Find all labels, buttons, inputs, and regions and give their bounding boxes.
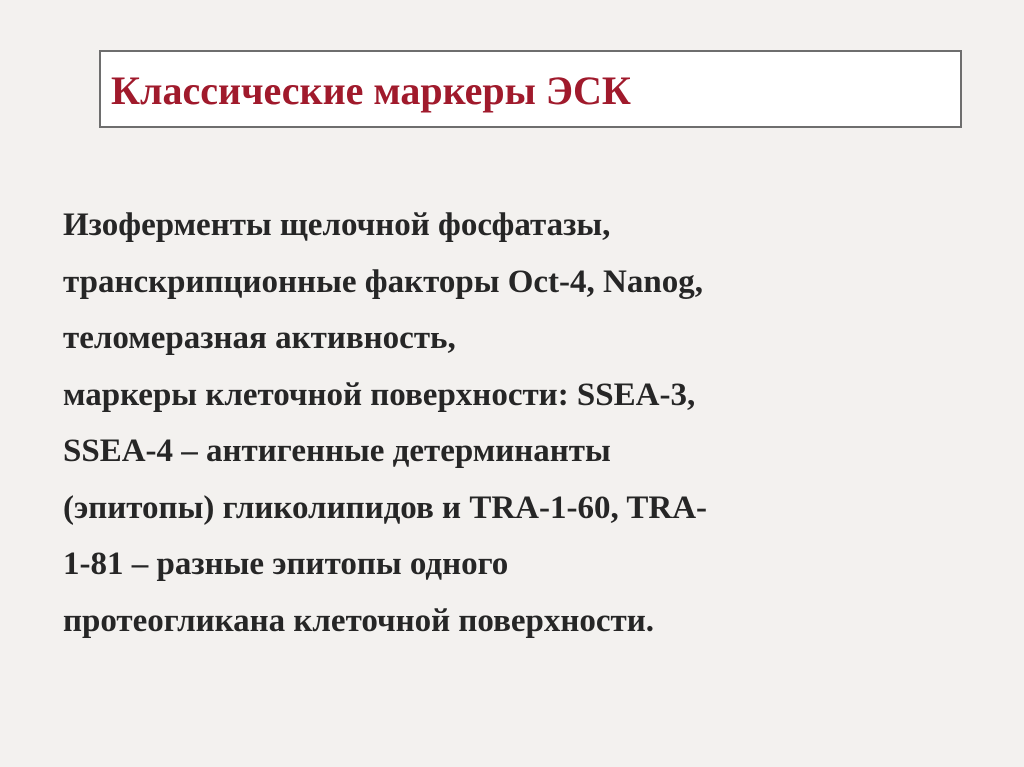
body-line: маркеры клеточной поверхности: SSEA-3,: [63, 376, 696, 413]
title-box: [99, 50, 962, 128]
body-line: протеогликана клеточной поверхности.: [63, 602, 655, 639]
body-line: 1-81 – разные эпитопы одного: [63, 546, 509, 582]
body-line: Изоферменты щелочной фосфатазы,: [63, 207, 611, 243]
slide-body: [63, 197, 983, 649]
body-line: транскрипционные факторы Oct-4, Nanog,: [63, 263, 703, 300]
slide-title: Классические маркеры ЭСК: [111, 68, 631, 113]
body-line: SSEA-4 – антигенные детерминанты: [63, 433, 611, 469]
body-line: теломеразная активность,: [63, 320, 456, 356]
body-line: (эпитопы) гликолипидов и TRA-1-60, TRA-: [63, 489, 708, 526]
